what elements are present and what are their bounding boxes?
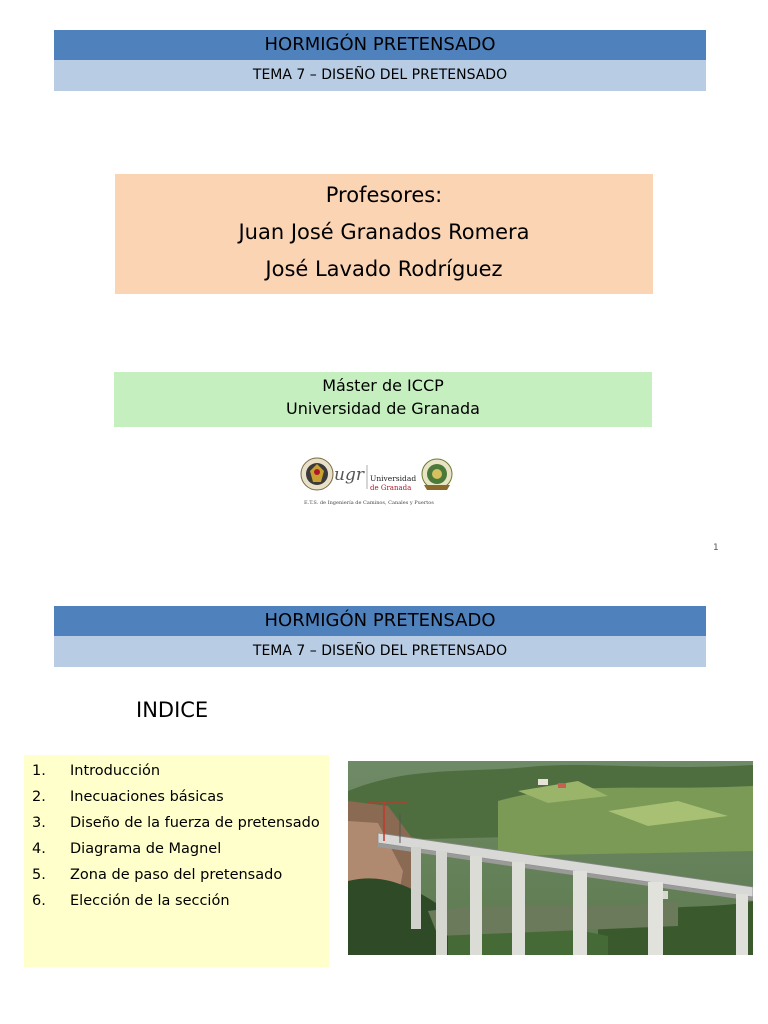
slide1-title: HORMIGÓN PRETENSADO (264, 34, 496, 55)
slide2-title: HORMIGÓN PRETENSADO (264, 610, 496, 631)
professor-name: Juan José Granados Romera (238, 220, 530, 244)
index-heading: INDICE (136, 698, 209, 722)
index-list (24, 755, 329, 967)
logo-name-line1: Universidad (370, 474, 417, 483)
index-item-label: Zona de paso del pretensado (70, 867, 283, 883)
university-crest-icon (301, 458, 333, 490)
index-item-label: Diseño de la fuerza de pretensado (70, 815, 320, 831)
program-box (114, 372, 652, 427)
index-item-label: Introducción (70, 763, 161, 779)
slide1-subtitle: TEMA 7 – DISEÑO DEL PRETENSADO (252, 67, 508, 83)
logo-name-line2: de Granada (370, 484, 412, 492)
index-item-number: 6. (32, 893, 46, 909)
index-item (32, 784, 224, 810)
index-item (32, 810, 320, 836)
ugr-logo (298, 455, 458, 510)
professors-box (115, 174, 653, 294)
index-item (32, 836, 221, 862)
index-item-number: 5. (32, 867, 46, 883)
viaduct-photo (348, 761, 753, 955)
slide1-title-band (54, 30, 706, 60)
slide2-subtitle: TEMA 7 – DISEÑO DEL PRETENSADO (252, 643, 508, 659)
index-item (32, 888, 230, 914)
index-item-label: Diagrama de Magnel (70, 841, 222, 857)
logo-acronym: ugr (334, 465, 364, 485)
index-item-number: 3. (32, 815, 46, 831)
index-item (32, 862, 282, 888)
index-item-number: 1. (32, 763, 46, 779)
index-item (32, 758, 160, 784)
school-emblem-icon (422, 459, 452, 490)
index-item-number: 2. (32, 789, 46, 805)
slide1-subtitle-band (54, 60, 706, 91)
index-item-label: Inecuaciones básicas (70, 789, 224, 805)
slide2-title-band (54, 606, 706, 636)
professor-name: José Lavado Rodríguez (265, 257, 503, 281)
index-item-number: 4. (32, 841, 46, 857)
slide2-subtitle-band (54, 636, 706, 667)
index-item-label: Elección de la sección (70, 893, 230, 909)
university-name: Universidad de Granada (286, 399, 480, 418)
program-name: Máster de ICCP (322, 376, 444, 395)
professors-heading: Profesores: (325, 183, 443, 207)
page-number: 1 (713, 543, 719, 553)
logo-school-name: E.T.S. de Ingeniería de Caminos, Canales y Puertos (304, 500, 434, 506)
